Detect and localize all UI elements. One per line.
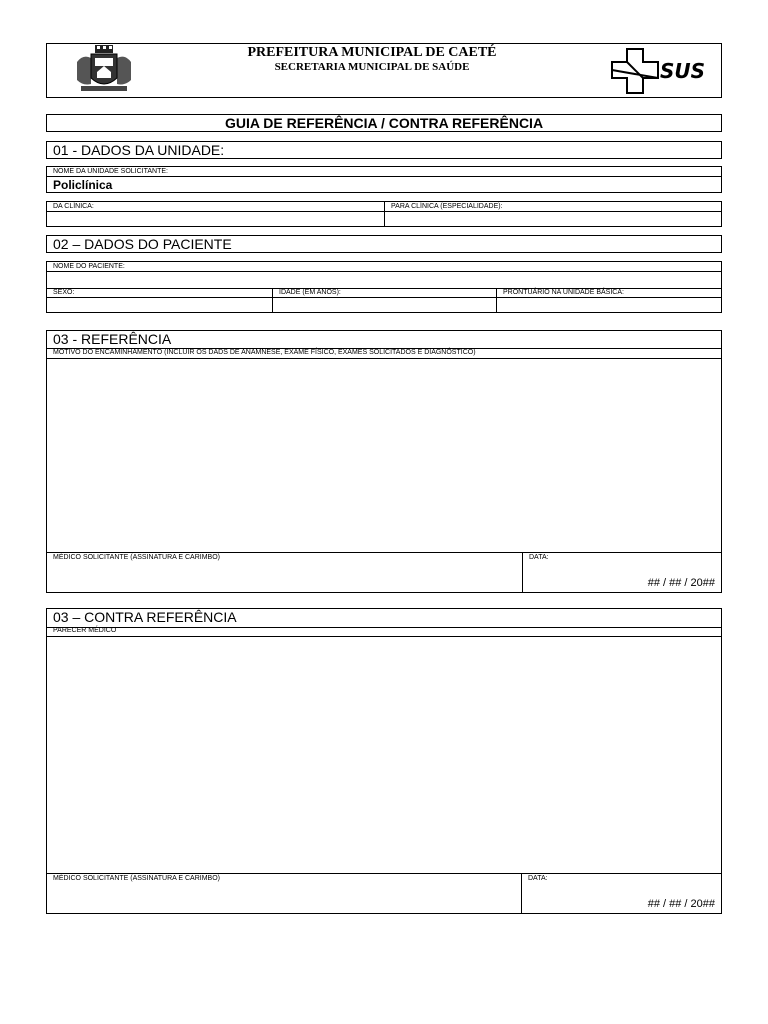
referral-doctor-signature[interactable]	[47, 563, 522, 592]
section3-heading: 03 - REFERÊNCIA	[53, 331, 172, 347]
form-title-box	[46, 114, 722, 132]
letterhead-subtitle: SECRETARIA MUNICIPAL DE SAÚDE	[274, 61, 470, 73]
section4-heading: 03 – CONTRA REFERÊNCIA	[53, 609, 237, 625]
referral-reason-textarea[interactable]	[47, 359, 721, 552]
from-clinic-label: DA CLÍNICA:	[53, 203, 94, 210]
to-clinic-input[interactable]	[385, 212, 722, 227]
patient-name-label: NOME DO PACIENTE:	[53, 263, 125, 270]
sex-input[interactable]	[47, 298, 272, 312]
counter-doctor-label: MÉDICO SOLICITANTE (ASSINATURA E CARIMBO)	[53, 875, 220, 882]
unit-value: Policlínica	[53, 178, 113, 192]
counter-doctor-signature[interactable]	[47, 884, 521, 913]
age-input[interactable]	[273, 298, 496, 312]
municipal-coat-of-arms-icon	[73, 44, 135, 94]
counter-date-label: DATA:	[528, 875, 548, 882]
referral-doctor-label: MÉDICO SOLICITANTE (ASSINATURA E CARIMBO)	[53, 554, 220, 561]
referral-date-value[interactable]: ## / ## / 20##	[647, 577, 715, 589]
sus-logo	[611, 48, 711, 94]
record-input[interactable]	[497, 298, 721, 312]
sus-cross-icon	[611, 48, 659, 94]
section2-heading: 02 – DADOS DO PACIENTE	[53, 236, 232, 252]
from-clinic-input[interactable]	[47, 212, 384, 227]
sex-label: SEXO:	[53, 289, 75, 296]
medical-opinion-label: PARECER MÉDICO	[53, 627, 117, 634]
patient-fields	[46, 261, 722, 313]
section1-heading: 01 - DADOS DA UNIDADE:	[53, 142, 225, 158]
referral-reason-label: MOTIVO DO ENCAMINHAMENTO (INCLUIR OS DADS DE ANAMNESE, EXAME FÍSICO, EXAMES SOLICITADOS E DIAGNÓSTICO)	[53, 349, 476, 356]
section2-heading-box	[46, 235, 722, 253]
counter-date-value[interactable]: ## / ## / 20##	[647, 898, 715, 910]
counter-referral-section	[46, 608, 722, 914]
section1-heading-box	[46, 141, 722, 159]
letterhead	[46, 43, 722, 98]
clinic-fields	[46, 201, 722, 227]
form-title: GUIA DE REFERÊNCIA / CONTRA REFERÊNCIA	[224, 115, 544, 131]
letterhead-title: PREFEITURA MUNICIPAL DE CAETÉ	[247, 45, 497, 60]
unit-field[interactable]	[46, 166, 722, 193]
record-label: PRONTUÁRIO NA UNIDADE BÁSICA:	[503, 289, 624, 296]
referral-section	[46, 330, 722, 593]
medical-opinion-textarea[interactable]	[47, 637, 721, 873]
patient-name-input[interactable]	[47, 272, 721, 287]
referral-date-label: DATA:	[529, 554, 549, 561]
age-label: IDADE (EM ANOS):	[279, 289, 341, 296]
sus-logo-text: SUS	[660, 59, 706, 83]
to-clinic-label: PARA CLÍNICA (ESPECIALIDADE):	[391, 203, 503, 210]
unit-label: NOME DA UNIDADE SOLICITANTE:	[53, 168, 168, 175]
